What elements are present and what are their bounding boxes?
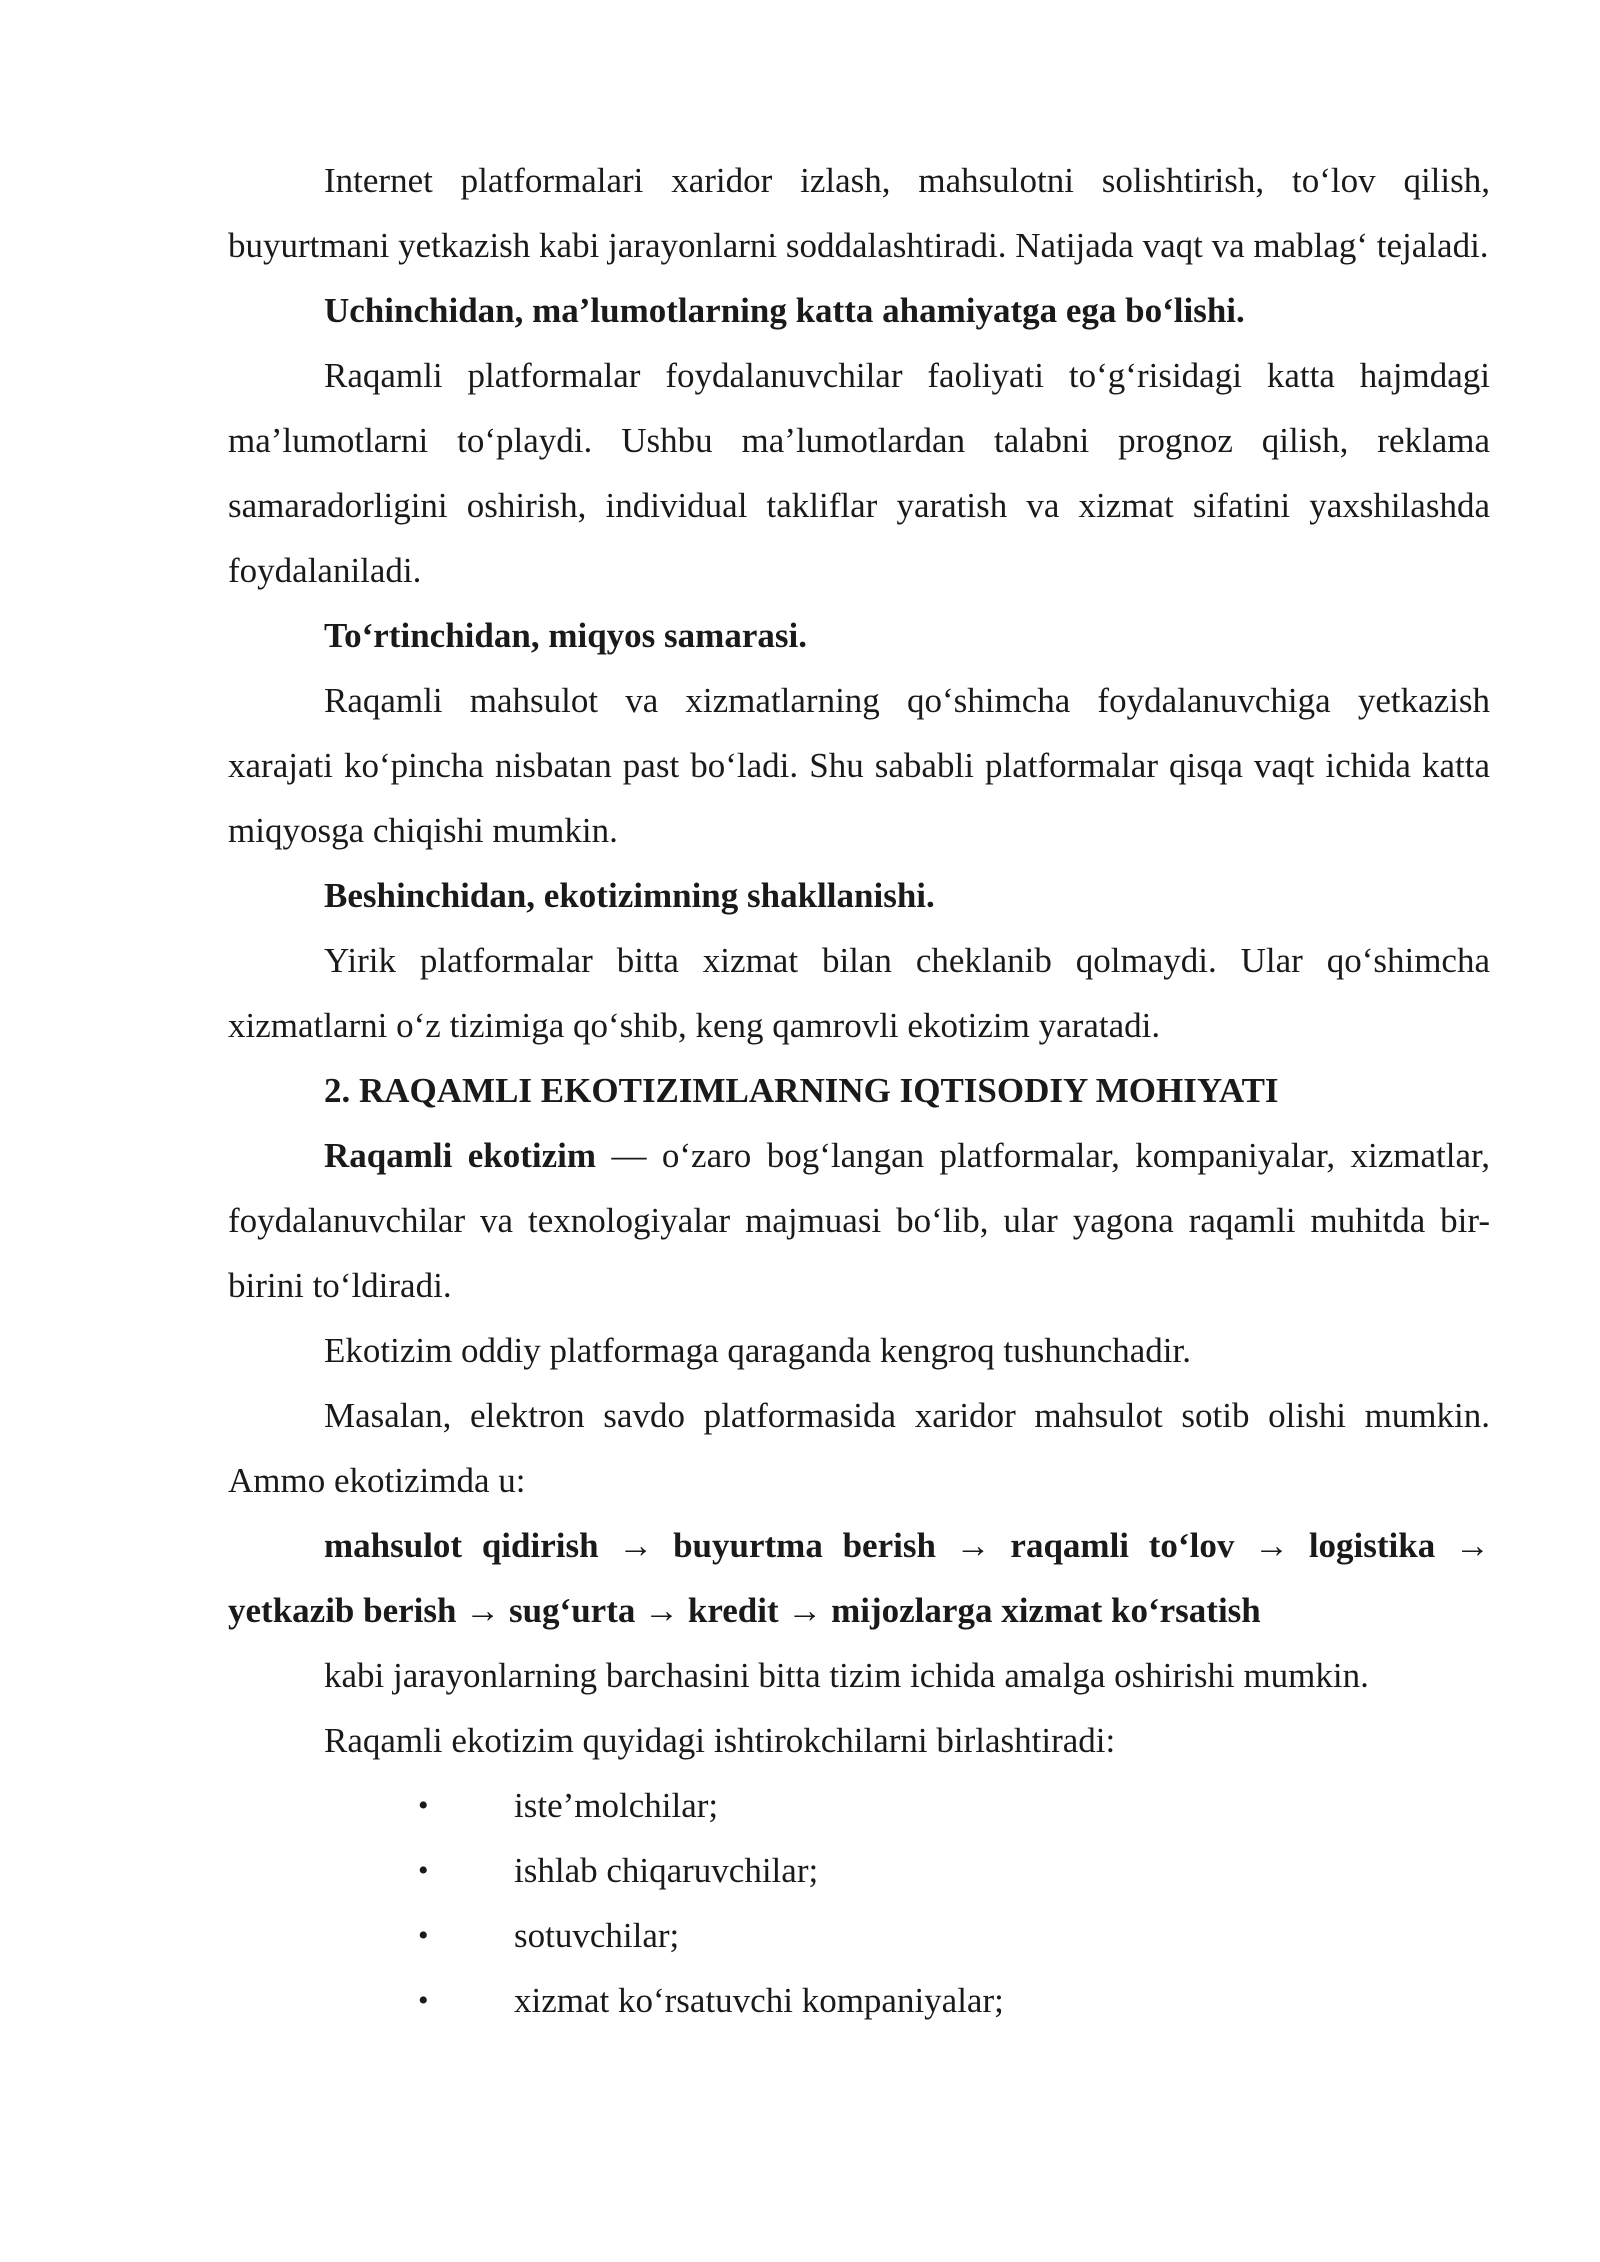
paragraph-data-importance: Raqamli platformalar foydalanuvchilar faoliyati to‘g‘risidagi katta hajmdagi ma’lumotlarni to‘playdi. Ushbu ma’lumotlardan talabni prognoz qilish, reklama samaradorligini oshirish, individual takliflar yaratish va xizmat sifatini yaxshilashda foydalaniladi. [228, 356, 1490, 590]
bullet-icon: • [418, 1789, 429, 1822]
bullet-icon: • [418, 1854, 429, 1887]
list-item: • ishlab chiqaruvchilar; [228, 1838, 1490, 1903]
paragraph-definition [228, 1123, 1490, 1318]
paragraph-participants-intro: Raqamli ekotizim quyidagi ishtirokchilarni birlashtiradi: [324, 1721, 1116, 1760]
list-item: • xizmat ko‘rsatuvchi kompaniyalar; [228, 1968, 1490, 2033]
paragraph-process-conclusion: kabi jarayonlarning barchasini bitta tizim ichida amalga oshirishi mumkin. [324, 1656, 1369, 1695]
list-item: • iste’molchilar; [228, 1773, 1490, 1838]
participants-list [228, 1773, 1490, 2033]
bullet-icon: • [418, 1984, 429, 2017]
paragraph-example: Masalan, elektron savdo platformasida xaridor mahsulot sotib olishi mumkin. Ammo ekotizimda u: [228, 1396, 1490, 1500]
list-item: • sotuvchilar; [228, 1903, 1490, 1968]
paragraph-ecosystem-broader: Ekotizim oddiy platformaga qaraganda kengroq tushunchadir. [324, 1331, 1191, 1370]
paragraph-scale-effect: Raqamli mahsulot va xizmatlarning qo‘shimcha foydalanuvchiga yetkazish xarajati ko‘pincha nisbatan past bo‘ladi. Shu sababli platformalar qisqa vaqt ichida katta miqyosga chiqishi mumkin. [228, 681, 1490, 850]
paragraph-ecosystem-formation: Yirik platformalar bitta xizmat bilan cheklanib qolmaydi. Ular qo‘shimcha xizmatlarni o‘z tizimiga qo‘shib, keng qamrovli ekotizim yaratadi. [228, 941, 1490, 1045]
bullet-icon: • [418, 1919, 429, 1952]
section-heading: 2. RAQAMLI EKOTIZIMLARNING IQTISODIY MOHIYATI [324, 1071, 1279, 1110]
process-chain: mahsulot qidirish → buyurtma berish → raqamli to‘lov → logistika → yetkazib berish → sug‘urta → kredit → mijozlarga xizmat ko‘rsatish [228, 1526, 1490, 1630]
heading-fifth-point: Beshinchidan, ekotizimning shakllanishi. [324, 876, 935, 915]
heading-third-point: Uchinchidan, ma’lumotlarning katta ahamiyatga ega bo‘lishi. [324, 291, 1245, 330]
definition-term: Raqamli ekotizim [324, 1136, 597, 1175]
heading-fourth-point: To‘rtinchidan, miqyos samarasi. [324, 616, 807, 655]
definition-text: — o‘zaro bog‘langan platformalar, kompaniyalar, xizmatlar, foydalanuvchilar va texnologiyalar majmuasi bo‘lib, ular yagona raqamli muhitda bir-birini to‘ldiradi. [228, 1136, 1490, 1305]
paragraph-platform-benefits: Internet platformalari xaridor izlash, mahsulotni solishtirish, to‘lov qilish, buyurtmani yetkazish kabi jarayonlarni soddalashtiradi. Natijada vaqt va mablag‘ tejaladi. [228, 161, 1490, 265]
